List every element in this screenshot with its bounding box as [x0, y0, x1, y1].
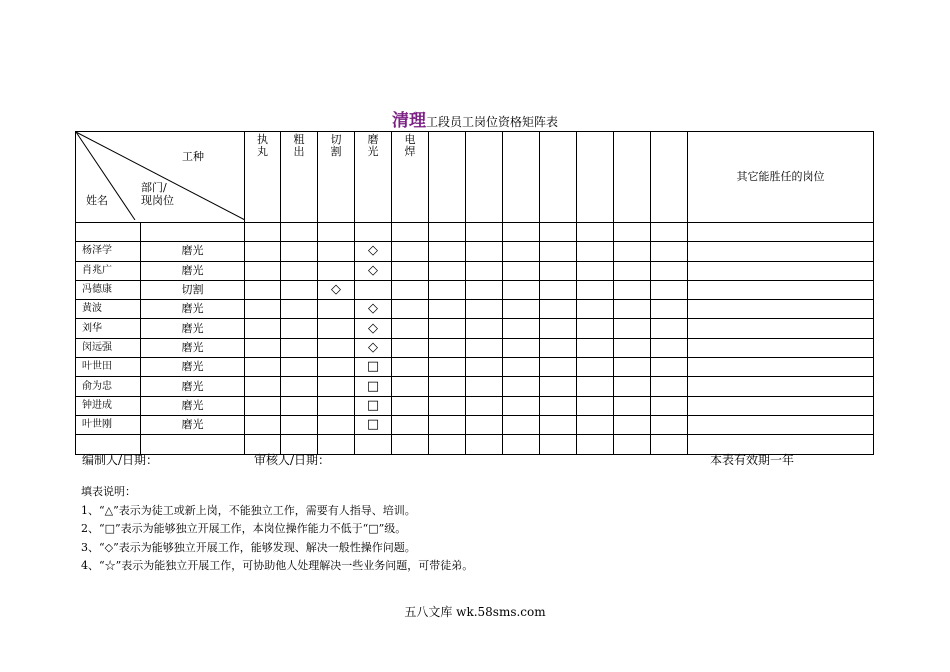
- skill-mark-cell: [540, 223, 577, 242]
- reviewer-date-label: 审核人/日期：: [254, 453, 331, 467]
- skill-mark-cell: [245, 338, 281, 357]
- skill-mark-cell: [614, 338, 651, 357]
- skill-mark-cell: [429, 377, 466, 396]
- document-title: [0, 106, 950, 131]
- skill-mark-cell: [577, 377, 614, 396]
- skill-mark-cell: [318, 300, 355, 319]
- table-row: [76, 280, 874, 299]
- validity-label: 本表有效期一年: [710, 453, 795, 467]
- skill-mark-cell: [466, 261, 503, 280]
- skill-header-11: [651, 132, 688, 223]
- skill-mark-cell: [466, 415, 503, 434]
- skill-mark-cell: [614, 223, 651, 242]
- skill-mark-cell: [392, 338, 429, 357]
- skill-mark-cell: [503, 300, 540, 319]
- skill-mark-cell: [651, 338, 688, 357]
- skill-mark-cell: [392, 377, 429, 396]
- table-row: [76, 319, 874, 338]
- dept-position-cell: 磨光: [141, 338, 245, 357]
- skill-mark-cell: [503, 319, 540, 338]
- skill-mark-cell: [614, 435, 651, 454]
- skill-mark-cell: ◇: [355, 319, 392, 338]
- skill-mark-cell: [577, 319, 614, 338]
- table-row: [76, 242, 874, 261]
- skill-mark-cell: [466, 280, 503, 299]
- table-row: [76, 338, 874, 357]
- skill-mark-cell: [392, 396, 429, 415]
- skill-mark-cell: [503, 242, 540, 261]
- skill-mark-cell: [577, 415, 614, 434]
- skill-mark-cell: [392, 261, 429, 280]
- diag-label-dept-1: 部门/: [141, 181, 167, 194]
- skill-mark-cell: [429, 242, 466, 261]
- skill-mark-cell: ◇: [355, 338, 392, 357]
- skill-mark-cell: [540, 300, 577, 319]
- skill-mark-cell: [614, 280, 651, 299]
- skill-mark-cell: [466, 358, 503, 377]
- skill-mark-cell: [429, 338, 466, 357]
- title-main: 清理: [391, 111, 426, 131]
- skill-header-6: [466, 132, 503, 223]
- skill-mark-cell: [318, 358, 355, 377]
- skill-mark-cell: [651, 415, 688, 434]
- skill-mark-cell: [429, 396, 466, 415]
- skill-mark-cell: [429, 300, 466, 319]
- skill-mark-cell: [651, 319, 688, 338]
- skill-mark-cell: □: [355, 396, 392, 415]
- skill-mark-cell: [429, 358, 466, 377]
- skill-mark-cell: [614, 300, 651, 319]
- other-positions-cell: [688, 300, 874, 319]
- skill-mark-cell: [651, 358, 688, 377]
- skill-mark-cell: [540, 319, 577, 338]
- skill-mark-cell: [466, 396, 503, 415]
- dept-position-cell: 磨光: [141, 396, 245, 415]
- skill-mark-cell: [429, 319, 466, 338]
- skill-mark-cell: [245, 358, 281, 377]
- skill-header-5: [429, 132, 466, 223]
- site-watermark: 五八文库 wk.58sms.com: [404, 605, 546, 619]
- skill-mark-cell: [281, 377, 318, 396]
- skill-mark-cell: [392, 280, 429, 299]
- other-positions-cell: [688, 338, 874, 357]
- skill-mark-cell: [577, 280, 614, 299]
- skill-mark-cell: [503, 338, 540, 357]
- notes-heading: 填表说明：: [81, 485, 136, 498]
- skill-mark-cell: [651, 300, 688, 319]
- skill-mark-cell: [577, 396, 614, 415]
- skill-mark-cell: [466, 319, 503, 338]
- skill-mark-cell: [503, 223, 540, 242]
- employee-name-cell: 冯德康: [76, 280, 141, 299]
- skill-mark-cell: [651, 261, 688, 280]
- diagonal-header-cell: [76, 132, 245, 223]
- table-row: [76, 300, 874, 319]
- skill-mark-cell: [429, 261, 466, 280]
- dept-position-cell: 切割: [141, 280, 245, 299]
- skill-mark-cell: [281, 338, 318, 357]
- other-positions-cell: [688, 280, 874, 299]
- compiler-date-label: 编制人/日期：: [82, 453, 159, 467]
- skill-mark-cell: [392, 300, 429, 319]
- skill-mark-cell: [651, 280, 688, 299]
- qualification-matrix-table: [75, 131, 874, 455]
- dept-position-cell: 磨光: [141, 300, 245, 319]
- skill-mark-cell: [318, 261, 355, 280]
- skill-mark-cell: [245, 223, 281, 242]
- employee-name-cell: 杨泽学: [76, 242, 141, 261]
- skill-mark-cell: [429, 223, 466, 242]
- skill-mark-cell: [651, 396, 688, 415]
- table-row: [76, 223, 874, 242]
- skill-header-0: 执 丸: [245, 132, 281, 223]
- table-row: [76, 358, 874, 377]
- skill-mark-cell: [651, 435, 688, 454]
- skill-header-2: 切 割: [318, 132, 355, 223]
- skill-mark-cell: [318, 415, 355, 434]
- table-row: [76, 261, 874, 280]
- employee-name-cell: [76, 223, 141, 242]
- skill-mark-cell: [540, 242, 577, 261]
- skill-mark-cell: [503, 358, 540, 377]
- skill-mark-cell: [281, 415, 318, 434]
- skill-mark-cell: [318, 377, 355, 396]
- skill-mark-cell: [540, 358, 577, 377]
- skill-mark-cell: [245, 261, 281, 280]
- skill-mark-cell: [392, 319, 429, 338]
- skill-mark-cell: [392, 242, 429, 261]
- diag-label-dept-2: 现岗位: [141, 194, 174, 207]
- skill-mark-cell: [318, 223, 355, 242]
- skill-header-4: 电 焊: [392, 132, 429, 223]
- skill-mark-cell: [540, 415, 577, 434]
- fill-instructions: [81, 483, 473, 576]
- dept-position-cell: 磨光: [141, 377, 245, 396]
- skill-mark-cell: [540, 377, 577, 396]
- skill-mark-cell: ◇: [355, 300, 392, 319]
- skill-mark-cell: [503, 280, 540, 299]
- dept-position-cell: [141, 223, 245, 242]
- skill-mark-cell: [318, 338, 355, 357]
- skill-mark-cell: [245, 396, 281, 415]
- other-positions-cell: [688, 396, 874, 415]
- skill-header-8: [540, 132, 577, 223]
- title-sub: 工段员工岗位资格矩阵表: [425, 115, 558, 129]
- skill-mark-cell: [245, 242, 281, 261]
- skill-mark-cell: [577, 300, 614, 319]
- skill-mark-cell: [392, 435, 429, 454]
- skill-mark-cell: [540, 280, 577, 299]
- skill-mark-cell: [503, 396, 540, 415]
- skill-mark-cell: [281, 358, 318, 377]
- skill-mark-cell: [245, 377, 281, 396]
- employee-name-cell: 叶世刚: [76, 415, 141, 434]
- skill-mark-cell: [577, 242, 614, 261]
- skill-mark-cell: [466, 338, 503, 357]
- skill-mark-cell: [245, 415, 281, 434]
- skill-mark-cell: [466, 300, 503, 319]
- skill-mark-cell: [503, 261, 540, 280]
- skill-mark-cell: [392, 358, 429, 377]
- other-positions-cell: [688, 261, 874, 280]
- skill-mark-cell: [429, 415, 466, 434]
- diag-label-skill: 工种: [182, 150, 204, 163]
- skill-mark-cell: [245, 319, 281, 338]
- note-item: 3、“◇”表示为能够独立开展工作，能够发现、解决一般性操作问题。: [81, 540, 416, 554]
- skill-mark-cell: [651, 242, 688, 261]
- table-row: [76, 415, 874, 434]
- skill-mark-cell: [429, 280, 466, 299]
- skill-mark-cell: [503, 415, 540, 434]
- header-row: [76, 132, 874, 223]
- employee-name-cell: 黄波: [76, 300, 141, 319]
- skill-mark-cell: [614, 242, 651, 261]
- skill-mark-cell: ◇: [355, 242, 392, 261]
- skill-mark-cell: [355, 435, 392, 454]
- skill-mark-cell: [466, 435, 503, 454]
- skill-mark-cell: [355, 223, 392, 242]
- dept-position-cell: 磨光: [141, 415, 245, 434]
- skill-mark-cell: [281, 300, 318, 319]
- skill-mark-cell: [577, 223, 614, 242]
- skill-mark-cell: [355, 280, 392, 299]
- skill-mark-cell: □: [355, 377, 392, 396]
- employee-name-cell: 俞为忠: [76, 377, 141, 396]
- skill-header-9: [577, 132, 614, 223]
- skill-mark-cell: [466, 223, 503, 242]
- skill-mark-cell: [466, 242, 503, 261]
- skill-mark-cell: [318, 396, 355, 415]
- employee-name-cell: 钟进成: [76, 396, 141, 415]
- skill-mark-cell: ◇: [355, 261, 392, 280]
- table-row: [76, 377, 874, 396]
- table-row: [76, 396, 874, 415]
- other-positions-header: 其它能胜任的岗位: [688, 132, 874, 223]
- skill-mark-cell: [540, 261, 577, 280]
- other-positions-cell: [688, 319, 874, 338]
- skill-mark-cell: [392, 223, 429, 242]
- skill-mark-cell: [540, 338, 577, 357]
- other-positions-cell: [688, 223, 874, 242]
- skill-mark-cell: [466, 377, 503, 396]
- skill-mark-cell: [651, 377, 688, 396]
- other-positions-cell: [688, 242, 874, 261]
- other-positions-cell: [688, 377, 874, 396]
- dept-position-cell: 磨光: [141, 319, 245, 338]
- employee-name-cell: 闵远强: [76, 338, 141, 357]
- diag-label-name: 姓名: [86, 194, 108, 207]
- skill-mark-cell: [392, 415, 429, 434]
- skill-mark-cell: □: [355, 358, 392, 377]
- skill-header-7: [503, 132, 540, 223]
- skill-mark-cell: [651, 223, 688, 242]
- skill-mark-cell: [577, 435, 614, 454]
- skill-mark-cell: [245, 300, 281, 319]
- skill-mark-cell: [281, 261, 318, 280]
- skill-mark-cell: [503, 435, 540, 454]
- dept-position-cell: 磨光: [141, 261, 245, 280]
- other-positions-cell: [688, 358, 874, 377]
- employee-name-cell: 叶世田: [76, 358, 141, 377]
- skill-mark-cell: [318, 242, 355, 261]
- skill-mark-cell: [540, 435, 577, 454]
- note-item: 1、“△”表示为徒工或新上岗，不能独立工作，需要有人指导、培训。: [81, 503, 416, 517]
- skill-mark-cell: [577, 358, 614, 377]
- skill-mark-cell: [614, 377, 651, 396]
- skill-mark-cell: [614, 396, 651, 415]
- skill-header-3: 磨 光: [355, 132, 392, 223]
- skill-mark-cell: [577, 261, 614, 280]
- skill-mark-cell: [614, 358, 651, 377]
- dept-position-cell: 磨光: [141, 242, 245, 261]
- skill-mark-cell: [281, 223, 318, 242]
- employee-name-cell: 刘华: [76, 319, 141, 338]
- skill-mark-cell: □: [355, 415, 392, 434]
- skill-mark-cell: [245, 280, 281, 299]
- skill-mark-cell: [281, 280, 318, 299]
- skill-mark-cell: [429, 435, 466, 454]
- skill-mark-cell: [503, 377, 540, 396]
- note-item: 4、“☆”表示为能独立开展工作，可协助他人处理解决一些业务问题，可带徒弟。: [81, 559, 474, 572]
- note-item: 2、“□”表示为能够独立开展工作，本岗位操作能力不低于“□”级。: [81, 522, 407, 535]
- skill-header-1: 粗 出: [281, 132, 318, 223]
- skill-mark-cell: [614, 415, 651, 434]
- skill-mark-cell: ◇: [318, 280, 355, 299]
- skill-header-10: [614, 132, 651, 223]
- employee-name-cell: 肖兆广: [76, 261, 141, 280]
- skill-mark-cell: [614, 319, 651, 338]
- skill-mark-cell: [614, 261, 651, 280]
- skill-mark-cell: [318, 319, 355, 338]
- skill-mark-cell: [281, 242, 318, 261]
- skill-mark-cell: [281, 396, 318, 415]
- skill-mark-cell: [540, 396, 577, 415]
- other-positions-cell: [688, 415, 874, 434]
- skill-mark-cell: [281, 319, 318, 338]
- skill-mark-cell: [577, 338, 614, 357]
- dept-position-cell: 磨光: [141, 358, 245, 377]
